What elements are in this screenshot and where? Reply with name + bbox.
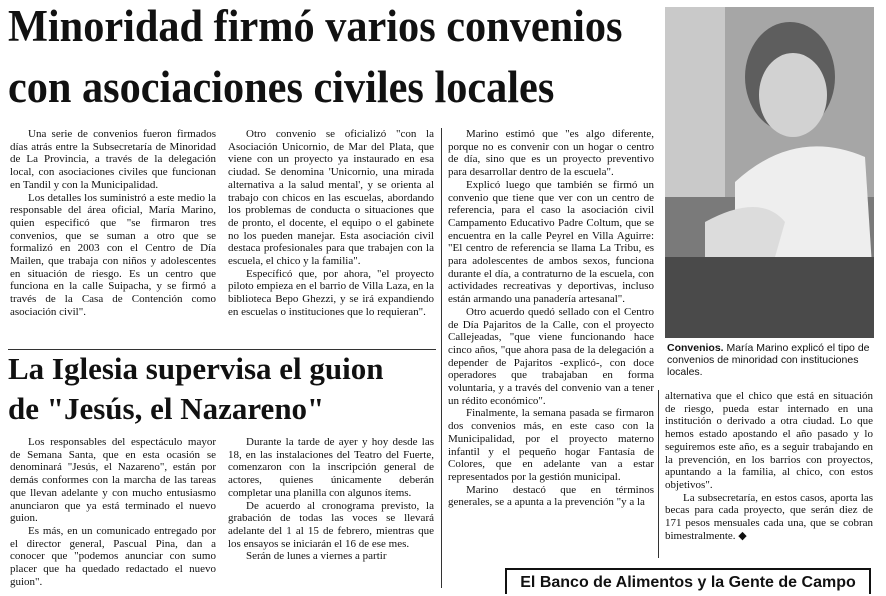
headline-iglesia-line1: La Iglesia supervisa el guion <box>8 351 384 386</box>
paragraph: Serán de lunes a viernes a partir <box>246 550 387 563</box>
paragraph: Los detalles los suministró a este medio la responsable del área oficial, María Marino, quien especificó que "se firmaron tres convenios, que se suman a otro que se formalizó en 2003 con el Centro de Día Mailen, que trabaja con niños y adolescentes en situación de riesgo. Es un centro que funciona en la calle Suipacha, y se firmó a través de la Casa de Contención como asociación civil". <box>10 191 216 318</box>
headline-minoridad-line1: Minoridad firmó varios convenios <box>8 1 623 51</box>
article2-column-1 <box>10 436 216 595</box>
column-divider <box>441 128 442 588</box>
portrait-photo <box>665 7 874 338</box>
photo-maria-marino <box>665 7 874 338</box>
section-divider <box>8 349 436 350</box>
article1-column-3 <box>448 128 654 550</box>
article1-column-4 <box>665 390 873 560</box>
paragraph: Otro acuerdo quedó sellado con el Centro de Día Pajaritos de la Calle, con el proyecto Callejeadas, "que viene funcionando hace cinco años, "que ahora pasa de la delegación a depender de Pajaritos -explicó-, con doce operadores que trabajaban en forma voluntaria, y a través del convenio van a tener un rédito económico". <box>448 305 654 407</box>
caption-text: María Marino explicó el tipo de convenios de minoridad con instituciones locales. <box>667 342 870 378</box>
article1-column-1 <box>10 128 216 350</box>
column-divider <box>658 390 659 558</box>
paragraph: Específicó que, por ahora, "el proyecto piloto empieza en el barrio de Villa Laza, en la biblioteca Bepo Ghezzi, y se irá expandiendo en escuelas o instituciones que lo requieran". <box>228 267 434 318</box>
headline-minoridad-line2: con asociaciones civiles locales <box>8 62 555 112</box>
paragraph: Una serie de convenios fueron firmados días atrás entre la Subsecretaría de Minoridad de La Provincia, a través de la delegación local, con asociaciones civiles que funcionan en Tandil y con la Municipalidad. <box>10 128 216 191</box>
photo-caption <box>667 342 874 378</box>
caption-label: Convenios. <box>667 342 724 354</box>
paragraph: Es más, en un comunicado entregado por el director general, Pascual Pina, dan a conocer que "podemos anunciar con sumo placer que ha quedado redactado el nuevo guion". <box>10 524 216 588</box>
paragraph: Marino estimó que "es algo diferente, porque no es convenir con un hogar o centro de día, sino que es un proyecto preventivo para desarrollar dentro de la escuela". <box>448 128 654 179</box>
paragraph: Otro convenio se oficializó "con la Asociación Unicornio, de Mar del Plata, que viene con un proyecto ya instaurado en esa ciudad. Se denomina 'Unicornio, una mirada alternativa a la salud mental', y se orienta al trabajo con chicos en las escuelas, abordando los problemas de conducta o situaciones que de pronto, el docente, el equipo o el gabinete no los pueden manejar. Esta asociación civil destaca profesionales para que trabajen con la escuela, el chico y la familia". <box>228 128 434 268</box>
paragraph: Explicó luego que también se firmó un convenio que tiene que ver con un centro de referencia, para el caso la asociación civil Campamento Educativo Padre Coltum, que se encuentra en la calle Peyrel en Villa Aguirre: "El centro de referencia se llama La Tribu, es para adolescentes de ambos sexos, funciona durante el día, a contraturno de la escuela, con actividades recreativas y deportivas, incluso están armando una panadería artesanal". <box>448 178 654 306</box>
box-headline-banco-alimentos: El Banco de Alimentos y la Gente de Campo <box>505 568 871 594</box>
article2-column-2 <box>228 436 434 595</box>
article1-column-2 <box>228 128 434 350</box>
paragraph: Los responsables del espectáculo mayor de Semana Santa, que en esta ocasión se denominará "Jesús, el Nazareno", están por demás conformes con la marcha de las tareas que llevan adelante y con mucho entusiasmo anunciaron que ya está terminado el nuevo guion. <box>10 436 216 525</box>
paragraph: alternativa que el chico que está en situación de riesgo, pueda estar internado en una institución o derivado a otra ciudad. Lo que hemos estado apostando el año pasado y lo seguiremos este año, es a seguir trabajando en la prevención, en los barrios con proyectos, apuntando a la familia, al chico, con estos objetivos". <box>665 390 873 491</box>
paragraph: Marino destacó que en términos generales, se a apunta a la prevención "y a la <box>448 483 654 509</box>
headline-iglesia-line2: de "Jesús, el Nazareno" <box>8 391 325 426</box>
paragraph: Finalmente, la semana pasada se firmaron dos convenios más, en este caso con la Municipalidad, por el proyecto materno infantil y el pequeño hogar Fantasía de Colores, que en adelante van a estar representados por la gestión municipal. <box>448 407 654 483</box>
paragraph: La subsecretaría, en estos casos, aporta las becas para cada proyecto, que serán diez de 171 pesos mensuales cada una, que se cobran bimestralmente. ◆ <box>665 491 873 542</box>
paragraph: De acuerdo al cronograma previsto, la grabación de todas las voces se llevará adelante del 1 al 15 de febrero, mientras que los ensayos se iniciarán el 16 de ese mes. <box>228 499 434 550</box>
paragraph: Durante la tarde de ayer y hoy desde las 18, en las instalaciones del Teatro del Fuerte, comenzaron con la inscripción general de actores, quienes únicamente deberán completar una planilla con algunos ítems. <box>228 436 434 499</box>
